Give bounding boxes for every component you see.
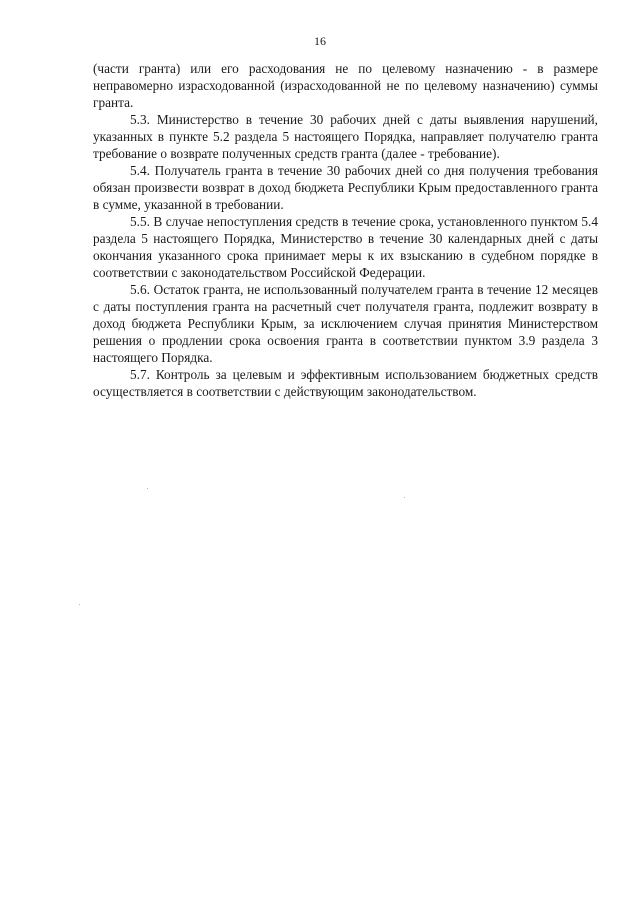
paragraph-5-4: 5.4. Получатель гранта в течение 30 рабочих дней со дня получения требования обязан произвести возврат в доход бюджета Республики Крым предоставленного гранта в сумме, указанной в требовании.	[93, 163, 598, 212]
paragraph-5-3: 5.3. Министерство в течение 30 рабочих дней с даты выявления нарушений, указанных в пункте 5.2 раздела 5 настоящего Порядка, направляет получателю гранта требование о возврате полученных средств гранта (далее - требование).	[93, 112, 598, 161]
scan-speck	[404, 497, 405, 498]
paragraph-continuation: (части гранта) или его расходования не по целевому назначению - в размере неправомерно израсходованной (израсходованной не по целевому назначению) суммы гранта.	[93, 61, 598, 110]
document-body	[93, 60, 598, 400]
paragraph-5-5: 5.5. В случае непоступления средств в течение срока, установленного пунктом 5.4 раздела 5 настоящего Порядка, Министерство в течение 30 календарных дней с даты окончания указанного срока принимает меры к их взысканию в судебном порядке в соответствии с законодательством Российской Федерации.	[93, 214, 598, 280]
scan-speck	[147, 488, 148, 489]
paragraph-5-7: 5.7. Контроль за целевым и эффективным использованием бюджетных средств осуществляется в соответствии с действующим законодательством.	[93, 367, 598, 399]
paragraph-5-6: 5.6. Остаток гранта, не использованный получателем гранта в течение 12 месяцев с даты поступления гранта на расчетный счет получателя гранта, подлежит возврату в доход бюджета Республики Крым, за исключением случая принятия Министерством решения о продлении срока освоения гранта в соответствии пунктом 3.9 раздела 3 настоящего Порядка.	[93, 282, 598, 365]
scan-speck	[79, 604, 80, 605]
page-number: 16	[314, 34, 326, 48]
